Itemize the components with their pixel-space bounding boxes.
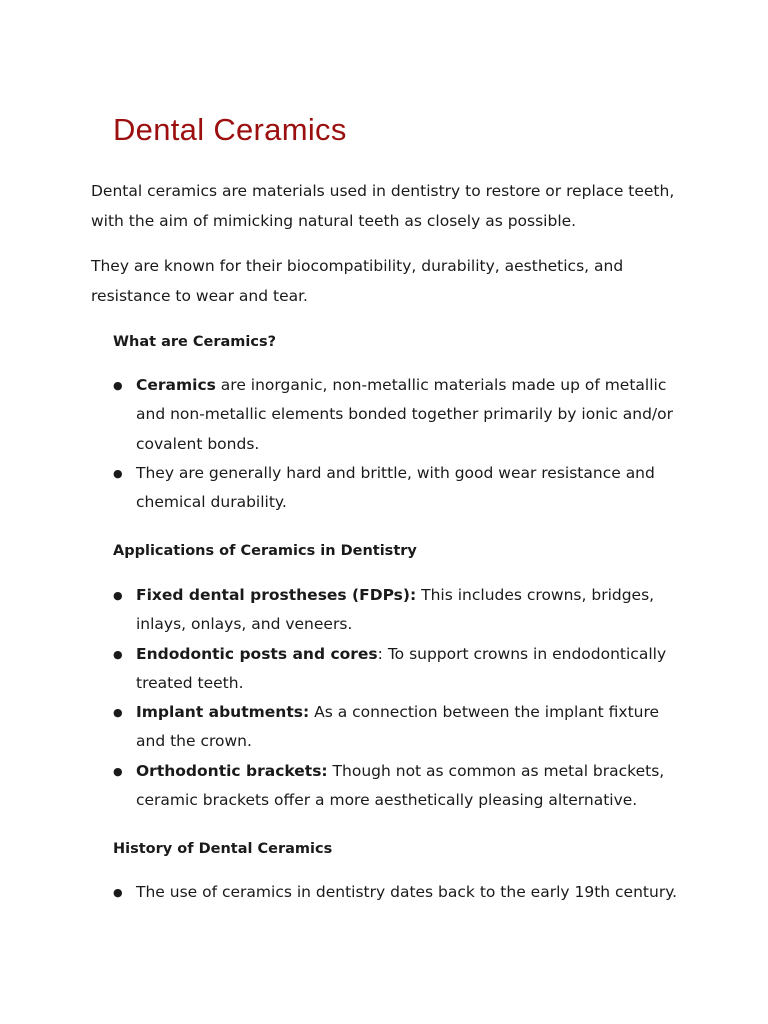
intro-paragraph-1: Dental ceramics are materials used in dentistry to restore or replace teeth, with the aim of mimicking natural teeth as closely as possible. [91, 182, 675, 230]
list-item-text: : To support crowns in endodontically treated teeth. [136, 644, 667, 692]
list-item-text: The use of ceramics in dentistry dates back to the early 19th century. [136, 883, 678, 901]
list-item [113, 757, 688, 816]
list-item [113, 459, 688, 518]
section-heading-applications: Applications of Ceramics in Dentistry [113, 543, 417, 559]
section-heading-history: History of Dental Ceramics [113, 841, 333, 857]
list-item-bold: Implant abutments: [136, 703, 310, 722]
list-item [113, 878, 688, 907]
list-item-bold: Ceramics [136, 376, 216, 394]
list-item-text: This includes crowns, bridges, inlays, onlays, and veneers. [136, 586, 655, 634]
page-title: Dental Ceramics [113, 112, 347, 147]
intro-paragraph-2: They are known for their biocompatibility, durability, aesthetics, and resistance to wear and tear. [91, 257, 624, 305]
list-item-text: are inorganic, non-metallic materials made up of metallic and non-metallic elements bonded together primarily by ionic and/or covalent bonds. [136, 376, 674, 453]
list-item-text: They are generally hard and brittle, with good wear resistance and chemical durability. [136, 463, 655, 512]
list-item-bold: Fixed dental prostheses (FDPs): [136, 586, 417, 604]
bullet-list-applications [113, 581, 688, 815]
list-item [113, 640, 688, 699]
bullet-list-history [113, 878, 688, 907]
list-item-text: Though not as common as metal brackets, ceramic brackets offer a more aesthetically pleasing alternative. [136, 761, 665, 810]
list-item-bold: Orthodontic brackets: [136, 761, 328, 780]
list-item-bold: Endodontic posts and cores [136, 644, 378, 663]
bullet-list-what-are-ceramics [113, 371, 688, 517]
list-item-text: As a connection between the implant fixture and the crown. [136, 703, 660, 751]
list-item [113, 698, 688, 757]
list-item [113, 581, 688, 640]
list-item [113, 371, 688, 459]
section-heading-what-are-ceramics: What are Ceramics? [113, 334, 277, 350]
